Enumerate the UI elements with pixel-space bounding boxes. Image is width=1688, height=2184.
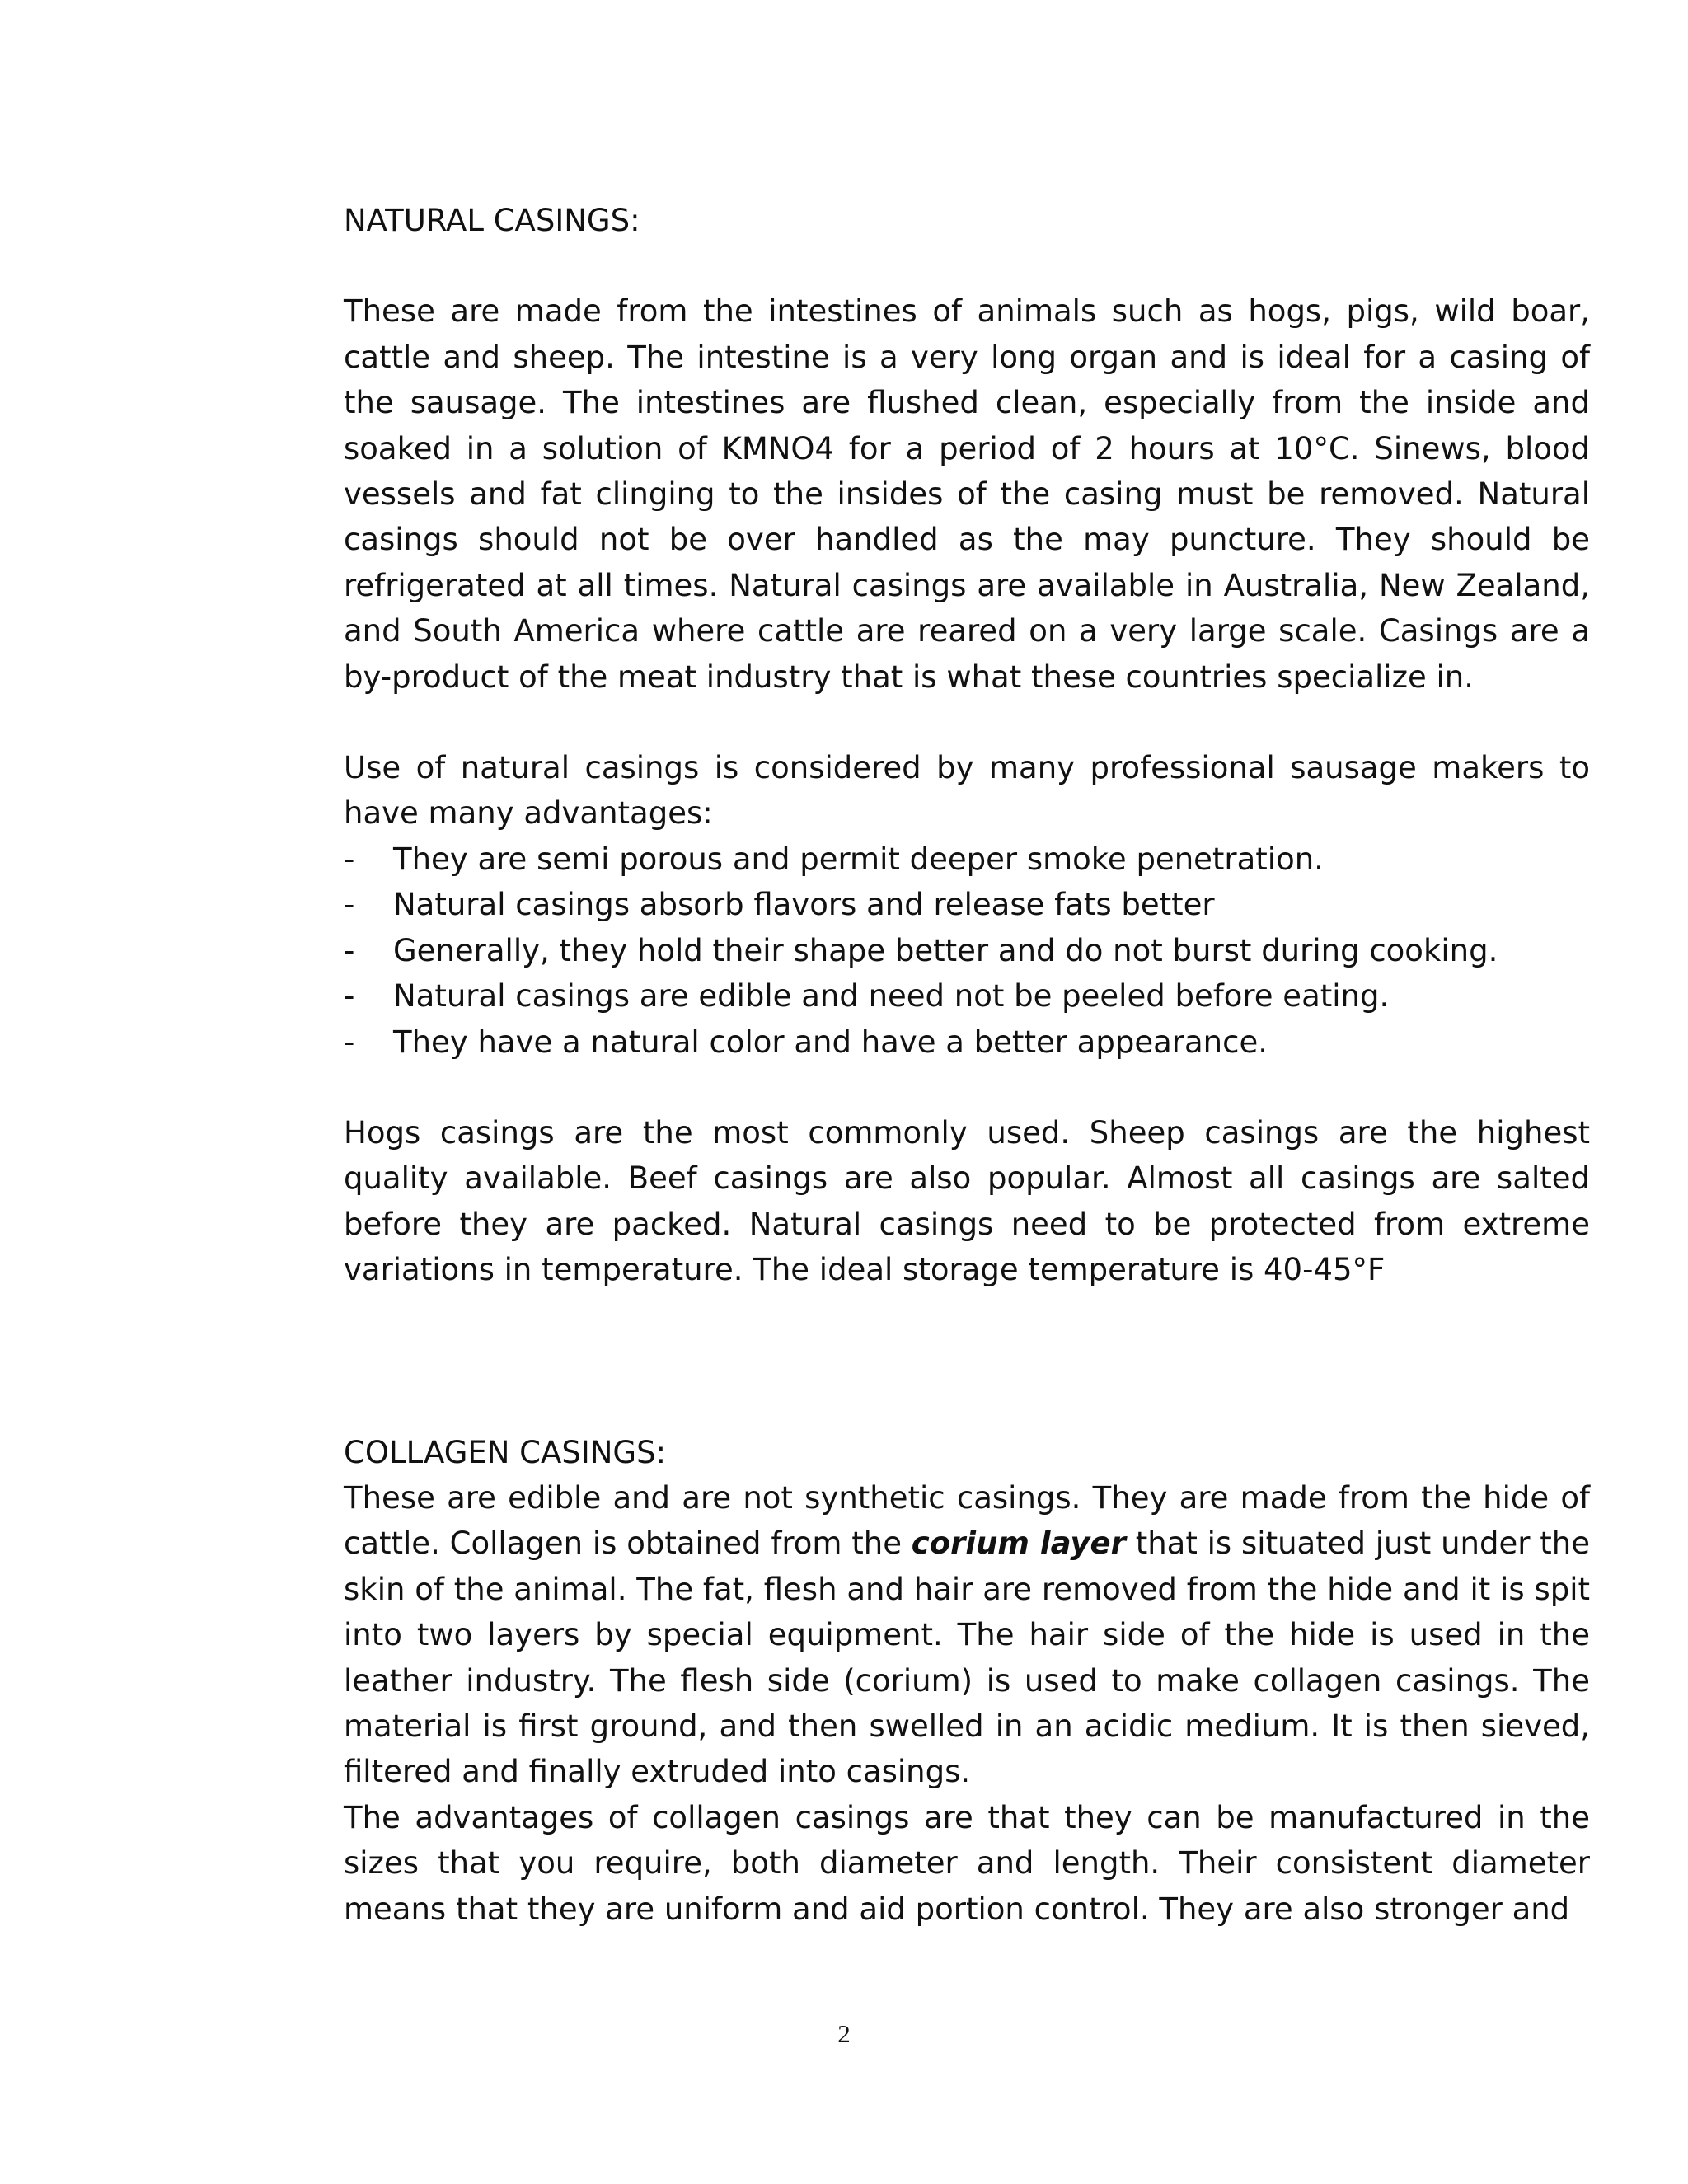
collagen-text-before-emphasis: These are edible and are not synthetic casings. They are made from the hide of cattle. Collagen is obtained from the bbox=[344, 1479, 1590, 1562]
advantage-item bbox=[344, 1019, 1590, 1065]
collagen-casings-heading: COLLAGEN CASINGS: bbox=[344, 1434, 667, 1470]
advantage-text: Generally, they hold their shape better and do not burst during cooking. bbox=[393, 932, 1498, 968]
advantage-item bbox=[344, 928, 1590, 973]
bullet-dash: - bbox=[344, 978, 355, 1015]
collagen-casings-paragraph-1 bbox=[344, 1475, 1590, 1795]
collagen-casings-paragraph-2: The advantages of collagen casings are that they can be manufactured in the sizes that you require, both diameter and length. Their consistent diameter means that they are uniform and aid portion control. They are also stronger and bbox=[344, 1799, 1590, 1927]
natural-casings-paragraph-3: Hogs casings are the most commonly used. Sheep casings are the highest quality available. Beef casings are also popular. Almost all casings are salted before they are packed. Natural casings need to be protected from extreme variations in temperature. The ideal storage temperature is 40-45°F bbox=[344, 1114, 1590, 1288]
bullet-dash: - bbox=[344, 841, 355, 877]
collagen-text-after-emphasis: that is situated just under the skin of the animal. The fat, flesh and hair are removed from the hide and it is spit into two layers by special equipment. The hair side of the hide is used in the leather industry. The flesh side (corium) is used to make collagen casings. The material is first ground, and then swelled in an acidic medium. It is then sieved, filtered and finally extruded into casings. bbox=[344, 1526, 1591, 1790]
bullet-dash: - bbox=[344, 932, 355, 968]
natural-casings-paragraph-2: Use of natural casings is considered by many professional sausage makers to have many advantages: bbox=[344, 750, 1590, 832]
advantage-text: Natural casings absorb flavors and release fats better bbox=[393, 887, 1215, 923]
spacer bbox=[344, 700, 1590, 745]
advantage-text: They have a natural color and have a better appearance. bbox=[393, 1024, 1268, 1060]
page-number: 2 bbox=[837, 2019, 851, 2048]
natural-casings-advantages-list bbox=[344, 837, 1590, 1065]
advantage-text: They are semi porous and permit deeper smoke penetration. bbox=[393, 841, 1324, 877]
natural-casings-heading: NATURAL CASINGS: bbox=[344, 203, 640, 238]
bullet-dash: - bbox=[344, 1024, 355, 1060]
bullet-dash: - bbox=[344, 887, 355, 923]
advantage-item bbox=[344, 837, 1590, 882]
spacer bbox=[344, 1065, 1590, 1110]
spacer bbox=[344, 1293, 1590, 1430]
advantage-item bbox=[344, 973, 1590, 1019]
advantage-text: Natural casings are edible and need not be peeled before eating. bbox=[393, 978, 1390, 1015]
page-body bbox=[344, 198, 1590, 1932]
advantage-item bbox=[344, 882, 1590, 927]
natural-casings-paragraph-1: These are made from the intestines of animals such as hogs, pigs, wild boar, cattle and sheep. The intestine is a very long organ and is ideal for a casing of the sausage. The intestines are flushed clean, especially from the inside and soaked in a solution of KMNO4 for a period of 2 hours at 10°C. Sinews, blood vessels and fat clinging to the insides of the casing must be removed. Natural casings should not be over handled as the may puncture. They should be refrigerated at all times. Natural casings are available in Australia, New Zealand, and South America where cattle are reared on a very large scale. Casings are a by-product of the meat industry that is what these countries specialize in. bbox=[344, 293, 1590, 695]
corium-layer-emphasis: corium layer bbox=[911, 1526, 1126, 1562]
spacer bbox=[344, 243, 1590, 288]
